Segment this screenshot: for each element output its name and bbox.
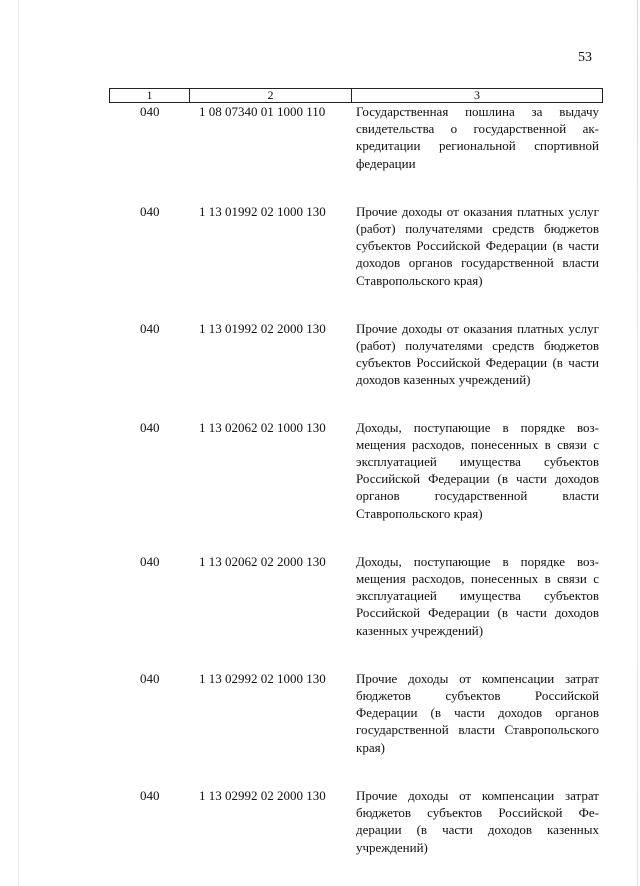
table-row xyxy=(0,419,640,522)
budget-classification-code: 1 08 07340 01 1000 110 xyxy=(199,104,326,119)
table-row xyxy=(0,103,640,172)
table-row xyxy=(0,553,640,639)
budget-classification-code: 1 13 02062 02 2000 130 xyxy=(199,553,326,569)
income-description: Прочие доходы от компенсации затрат бюджетов субъектов Российской Федерации (в части доходов органов государственной власти Ставропольского края) xyxy=(356,670,599,755)
table-row xyxy=(0,670,640,756)
admin-code: 040 xyxy=(140,553,160,569)
income-description: Прочие доходы от оказания платных услуг (работ) получателями средств бюджетов субъектов Российской Федерации (в части доходов казенных учреждений) xyxy=(356,320,599,388)
table-row xyxy=(0,203,640,289)
table-row xyxy=(0,787,640,856)
budget-classification-code: 1 13 01992 02 1000 130 xyxy=(199,203,326,219)
header-col-1: 1 xyxy=(110,89,190,102)
table-header xyxy=(109,88,603,103)
income-description: Доходы, поступающие в порядке возмещения расходов, понесенных в связи с эксплуатацией имущества субъектов Российской Федерации (в части доходов органов государственной власти Ставропольского края) xyxy=(356,419,599,521)
budget-classification-code: 1 13 01992 02 2000 130 xyxy=(199,320,326,336)
admin-code: 040 xyxy=(140,419,160,435)
budget-classification-code: 1 13 02992 02 1000 130 xyxy=(199,670,326,686)
page-number: 53 xyxy=(578,50,592,65)
admin-code: 040 xyxy=(140,104,160,119)
income-description: Государственная пошлина за выдачу свидетельства о государственной аккредитации региональной спортивной федерации xyxy=(356,104,599,171)
header-col-2: 2 xyxy=(190,89,352,102)
admin-code: 040 xyxy=(140,670,160,686)
income-code-table xyxy=(0,103,640,856)
budget-classification-code: 1 13 02992 02 2000 130 xyxy=(199,787,326,803)
admin-code: 040 xyxy=(140,203,160,219)
admin-code: 040 xyxy=(140,320,160,336)
budget-classification-code: 1 13 02062 02 1000 130 xyxy=(199,419,326,435)
income-description: Доходы, поступающие в порядке возмещения расходов, понесенных в связи с эксплуатацией имущества субъектов Российской Федерации (в части доходов казенных учреждений) xyxy=(356,553,599,638)
income-description: Прочие доходы от компенсации затрат бюджетов субъектов Российской Федерации (в части доходов казенных учреждений) xyxy=(356,787,599,855)
admin-code: 040 xyxy=(140,787,160,803)
income-description: Прочие доходы от оказания платных услуг (работ) получателями средств бюджетов субъектов Российской Федерации (в части доходов органов государственной власти Ставропольского края) xyxy=(356,203,599,288)
table-row xyxy=(0,320,640,389)
header-col-3: 3 xyxy=(474,88,480,102)
